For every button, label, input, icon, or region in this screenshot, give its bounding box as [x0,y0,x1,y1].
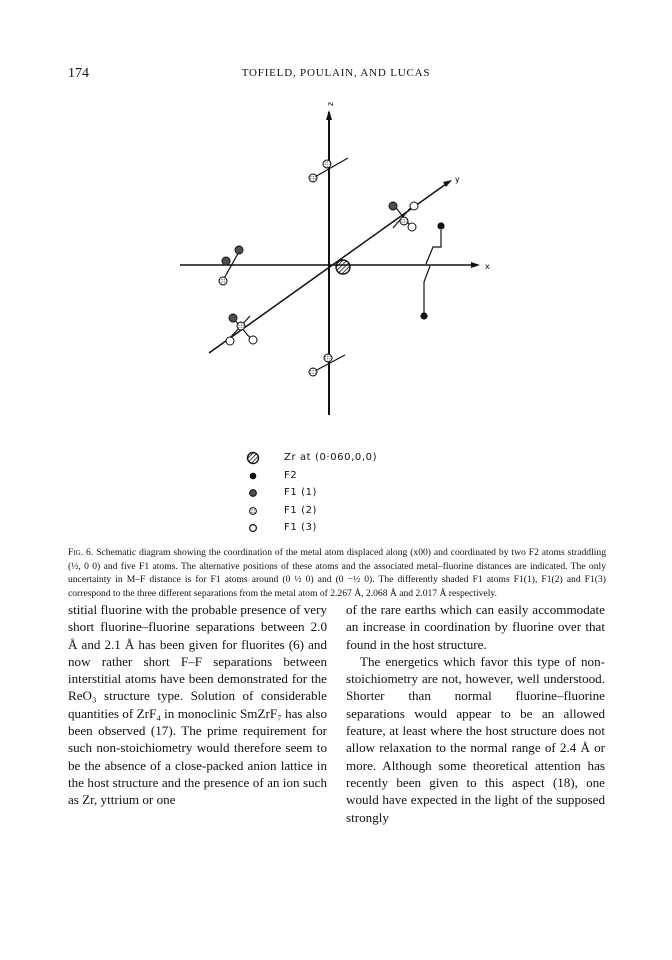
f1-2-atom [309,174,317,182]
f1-3-atom [226,337,234,345]
f1-2-atom [324,354,332,362]
x-arrowhead [471,262,480,268]
body-column-left [68,601,327,809]
light-shaded-circle-icon [246,504,262,518]
f1-1-atom [235,246,243,254]
hatched-circle-icon [246,451,262,465]
f1-3-atom [408,223,416,231]
legend-item [246,451,476,469]
legend-item [246,521,476,539]
dark-shaded-circle-icon [246,486,262,500]
legend-label: F2 [284,469,298,481]
f1-1-atom [222,257,230,265]
f2-bond-line [426,230,441,264]
figure-caption [68,546,606,600]
legend-item [246,486,476,504]
caption-text: Schematic diagram showing the coordination of the metal atom displaced along (x00) and coordinated by two F2 atoms straddling (½, 0 0) and five F1 atoms. The alternative positions of these atoms and the associated metal–fluorine distances are indicated. The only uncertainty in M–F distance is for F1 atoms around (0 ½ 0) and (0 −½ 0). The differently shaded F1 atoms F1(1), F1(2) and F1(3) correspond to the three different separations from the metal atom of 2.267 Å, 2.068 Å and 2.017 Å respectively. [68,547,607,599]
f1-3-atom [410,202,418,210]
f1-2-atom [323,160,331,168]
legend-label: Zr at (0·060,0,0) [284,452,378,463]
f2-atom [437,222,444,229]
f1-1-atom [229,314,237,322]
f1-1-atom [389,202,397,210]
legend-label: F1 (1) [284,487,318,499]
legend-label: F1 (2) [284,504,318,516]
body-column-right [346,601,605,826]
paragraph: stitial fluorine with the probable presence of very short fluorine–fluorine separations between 2.0 Å and 2.1 Å has been given for fluorites (6) and now rather short F–F separations between interstitial atoms have been demonstrated for the ReO₃ structure type. Solution of considerable quantities of ZrF₄ in monoclinic SmZrF₇ has also been observed (17). The prime requirement for such non-stoichiometry would therefore seem to be the absence of a close-packed anion lattice in the host structure and the presence of an ion such as Zr, yttrium or one [68,602,327,808]
filled-circle-icon [246,469,262,483]
page-header [0,66,672,86]
legend-label: F1 (3) [284,522,318,534]
diagram-svg [150,98,510,428]
f2-bond-line [424,266,430,313]
open-circle-icon [246,521,262,535]
f1-3-atom [249,336,257,344]
f1-2-atom [309,368,317,376]
zr-atom [336,260,350,274]
paragraph: of the rare earths which can easily accommodate an increase in coordination by fluorine over that found in the host structure. [346,602,605,652]
legend-item [246,469,476,487]
coordination-diagram [150,98,510,428]
page-number: 174 [68,66,89,81]
bond-line [313,158,348,178]
z-arrowhead [326,110,332,120]
paragraph: The energetics which favor this type of non-stoichiometry are not, however, well understood. Shorter than normal fluorine–fluorine separations would appear to be an allowed feature, at least where the host structure does not allow relaxation to the normal range of 2.4 Å or more. Although some theoretical attention has recently been given to this aspect (18), one would have expected in the light of the supposed strongly [346,653,605,825]
caption-label: Fig. 6. [68,547,94,558]
f2-atom [420,312,427,319]
f1-2-atom [400,217,408,225]
f1-2-atom [219,277,227,285]
f1-2-atom [237,322,245,330]
legend-item [246,504,476,522]
z-axis-label: z [326,101,335,107]
x-axis-label: x [485,262,490,271]
running-head: TOFIELD, POULAIN, AND LUCAS [241,67,431,79]
y-axis-label: y [455,175,460,184]
figure-legend [246,451,476,539]
